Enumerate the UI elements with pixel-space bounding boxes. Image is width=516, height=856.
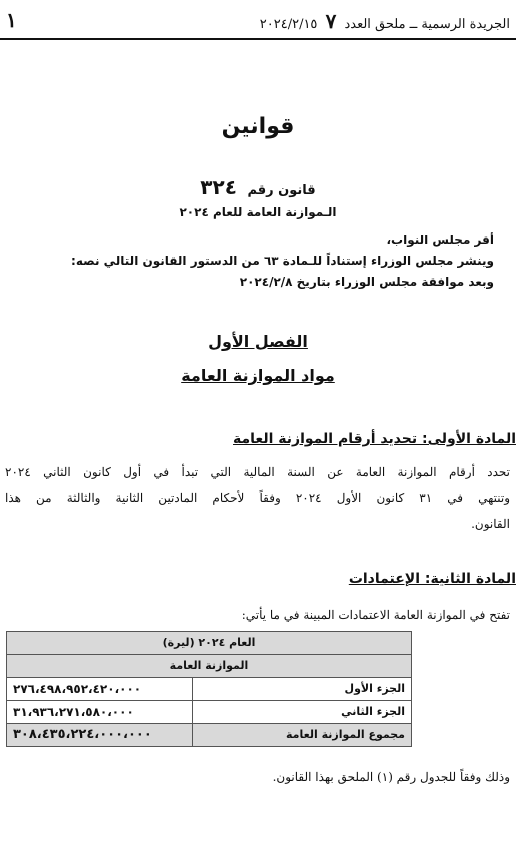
header-divider [0, 38, 516, 40]
preamble-line: وبعد موافقة مجلس الوزراء بتاريخ ٢٠٢٤/٢/٨ [239, 275, 494, 289]
budget-header-cell: الموازنة العامة [7, 655, 412, 678]
section-title: قوانين [221, 114, 295, 139]
article-2-intro: تفتح في الموازنة العامة الاعتمادات المبينة في ما يأتي: [241, 608, 510, 622]
issue-number: ٧ [325, 9, 337, 33]
article-1-line: القانون. [471, 517, 510, 531]
issue-date: ٢٠٢٤/٢/١٥ [259, 17, 318, 32]
article-1-heading: المادة الأولى: تحديد أرقام الموازنة العامة [233, 431, 516, 447]
table-total-row [7, 724, 412, 747]
article-1-line: وتنتهي في ٣١ كانون الأول ٢٠٢٤ وفقاً لأحكام المادتين الثانية والثالثة من هذا [5, 491, 510, 505]
total-label: مجموع الموازنة العامة [193, 724, 412, 747]
table-header-row [7, 632, 412, 655]
row-label: الجزء الثاني [193, 701, 412, 724]
row-amount: ٢٧٦،٤٩٨،٩٥٢،٤٢٠،٠٠٠ [7, 678, 193, 701]
gazette-title: الجريدة الرسمية ــ ملحق العدد [344, 17, 510, 32]
article-1-text [5, 459, 510, 537]
chapter-subtitle: مواد الموازنة العامة [181, 366, 335, 385]
table-row [7, 678, 412, 701]
year-header-cell: العام ٢٠٢٤ (ليرة) [7, 632, 412, 655]
preamble-line: أقر مجلس النواب، [386, 233, 494, 247]
page-number: ١ [6, 8, 17, 32]
article-1-line: تحدد أرقام الموازنة العامة عن السنة المالية التي تبدأ في أول كانون الثاني ٢٠٢٤ [5, 465, 510, 479]
table-row [7, 701, 412, 724]
law-number-value: ٣٢٤ [200, 175, 237, 199]
total-amount: ٣٠٨،٤٣٥،٢٢٤،٠٠٠،٠٠٠ [7, 724, 193, 747]
law-name: الـموازنة العامة للعام ٢٠٢٤ [179, 205, 337, 219]
row-amount: ٣١،٩٣٦،٢٧١،٥٨٠،٠٠٠ [7, 701, 193, 724]
chapter-title: الفصل الأول [208, 332, 308, 351]
running-header [260, 8, 510, 38]
table-header-row [7, 655, 412, 678]
article-2-heading: المادة الثانية: الإعتمادات [348, 571, 516, 587]
preamble [18, 230, 494, 293]
law-number [0, 174, 516, 204]
appropriations-table [6, 631, 412, 747]
row-label: الجزء الأول [193, 678, 412, 701]
preamble-line: وينشر مجلس الوزراء إستناداً للـمادة ٦٣ من الدستور القانون التالي نصه: [71, 254, 494, 268]
law-number-label: قانون رقم [247, 183, 316, 198]
article-2-closing: وذلك وفقاً للجدول رقم (١) الملحق بهذا القانون. [272, 770, 510, 784]
